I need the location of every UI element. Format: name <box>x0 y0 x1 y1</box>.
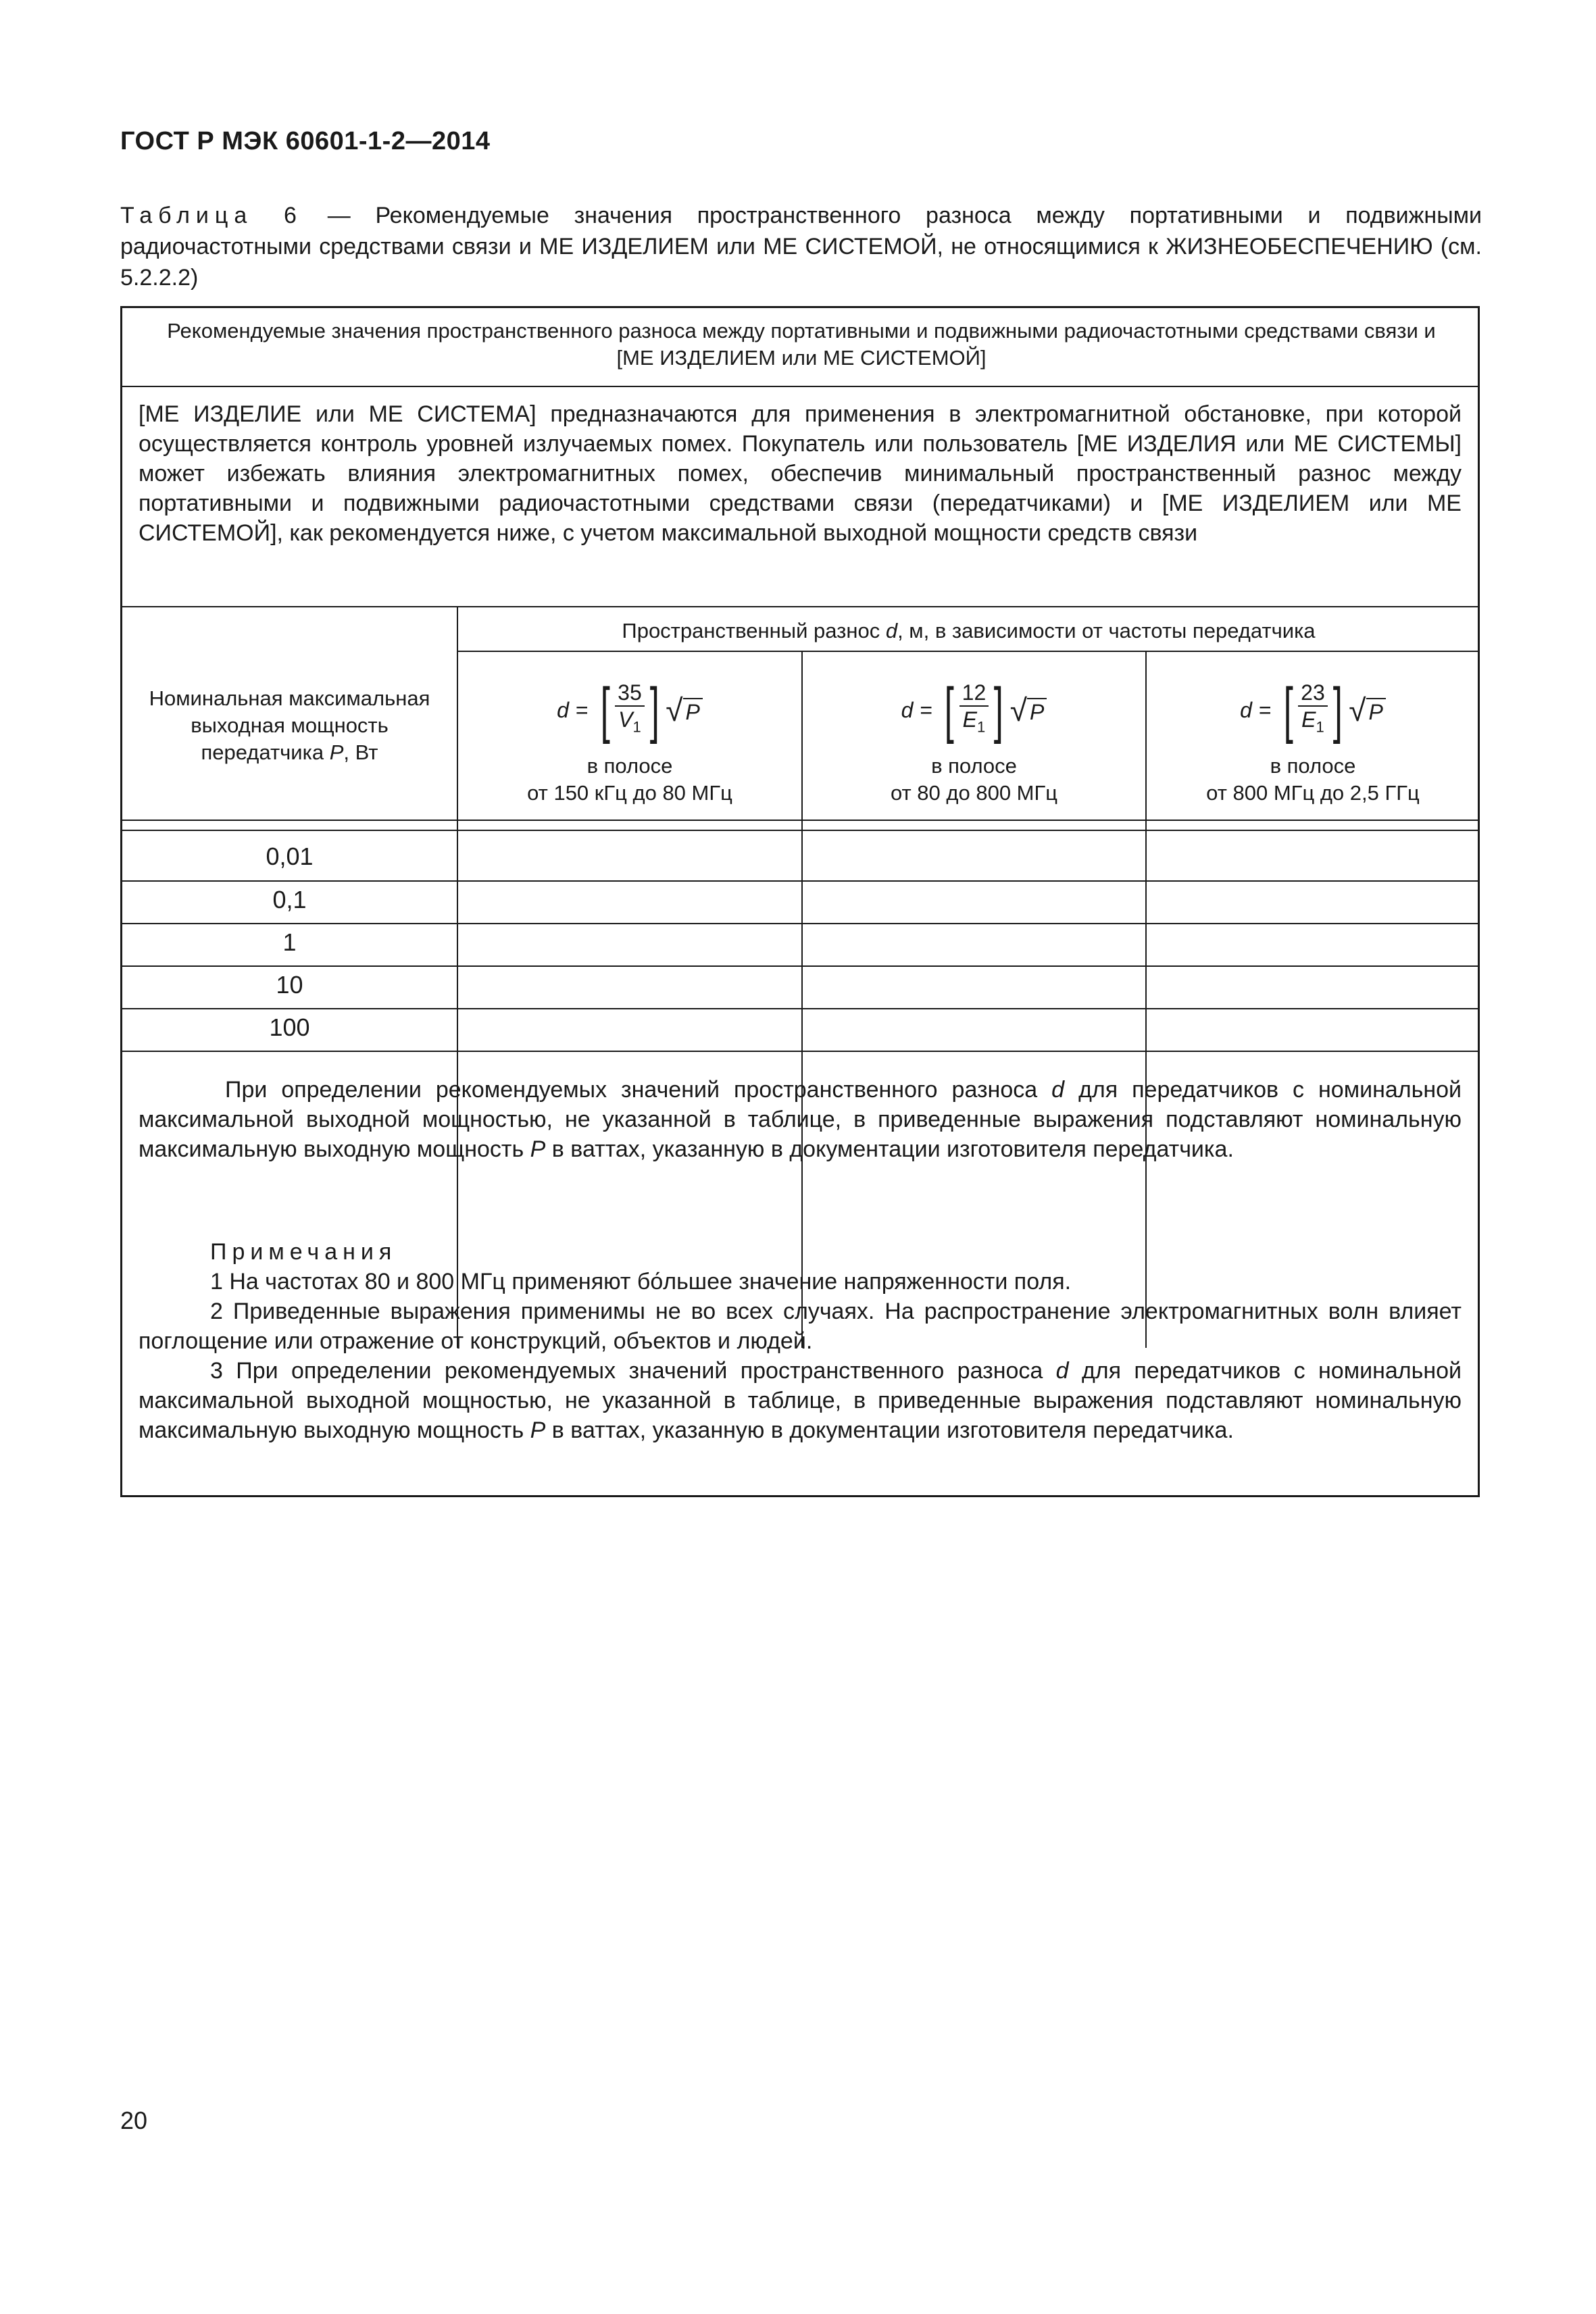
notes-title: Примечания <box>210 1239 397 1265</box>
table-row-divider <box>122 923 1479 924</box>
power-value-row: 0,1 <box>272 886 307 913</box>
note-1: 1 На частотах 80 и 800 МГц применяют бо́льшее значение напряженности поля. <box>210 1269 1072 1294</box>
note-3: 3 При определении рекомендуемых значений пространственного разноса d для передатчиков с номинальной максимальной выходной мощностью, не указанной в таблице, в приведенные выражения подставляют номинальную максимальную выходную мощность P в ваттах, указанную в документации изготовителя передатчика. <box>139 1358 1462 1443</box>
table-row-divider <box>122 1008 1479 1009</box>
band-label-80-800mhz: в полосе от 80 до 800 МГц <box>890 754 1058 805</box>
power-value-row: 1 <box>282 928 297 956</box>
table-divider <box>122 386 1479 387</box>
power-value-row: 10 <box>276 971 303 999</box>
table-caption-label: Таблица 6 <box>120 203 303 228</box>
power-value-row: 100 <box>269 1013 310 1041</box>
formula-800mhz-2-5ghz: d = [ $\frac{23}{E_1}$ ] √ P <box>1147 673 1479 747</box>
band-label-150khz-80mhz: в полосе от 150 кГц до 80 МГц <box>527 754 732 805</box>
table-divider <box>122 830 1479 831</box>
table-title: Рекомендуемые значения пространственного разноса между портативными и подвижными радиочастотными средствами связи и [МЕ ИЗДЕЛИЕМ или МЕ СИСТЕМОЙ] <box>167 319 1436 370</box>
table-row-divider <box>122 965 1479 967</box>
table-divider <box>122 606 1479 607</box>
band-label-800mhz-2-5ghz: в полосе от 800 МГц до 2,5 ГГц <box>1206 754 1420 805</box>
spacing-column-header: Пространственный разнос d, м, в зависимости от частоты передатчика <box>622 619 1316 643</box>
table-divider <box>457 651 1479 652</box>
formula-80-800mhz: d = [ $\frac{12}{E_1}$ ] √ P <box>803 673 1145 747</box>
table-caption <box>120 200 1482 293</box>
recommended-separation-table <box>120 306 1480 1497</box>
document-header: ГОСТ Р МЭК 60601-1-2—2014 <box>120 127 491 155</box>
power-value-row: 0,01 <box>266 842 314 870</box>
table-divider <box>122 1051 1479 1052</box>
table-intro-text: [МЕ ИЗДЕЛИЕ или МЕ СИСТЕМА] предназначаются для применения в электромагнитной обстановке, при которой осуществляется контроль уровней излучаемых помех. Покупатель или пользователь [МЕ ИЗДЕЛИЯ или МЕ СИСТЕМЫ] может избежать влияния электромагнитных помех, обеспечив минимальный пространственный разнос между портативными и подвижными радиочастотными средствами связи (передатчиками) и [МЕ ИЗДЕЛИЕМ или МЕ СИСТЕМОЙ], как рекомендуется ниже, с учетом максимальной выходной мощности средств связи <box>139 401 1462 546</box>
note-2: 2 Приведенные выражения применимы не во всех случаях. На распространение электромагнитных волн влияет поглощение или отражение от конструкций, объектов и людей. <box>139 1299 1462 1354</box>
power-column-header: Номинальная максимальная выходная мощность передатчика P, Вт <box>149 686 430 764</box>
table-caption-text: — Рекомендуемые значения пространственного разноса между портативными и подвижными радиочастотными средствами связи и МЕ ИЗДЕЛИЕМ или МЕ СИСТЕМОЙ, не относящимися к ЖИЗНЕОБЕСПЕЧЕНИЮ (см. 5.2.2.2) <box>120 203 1482 291</box>
table-row-divider <box>122 880 1479 882</box>
table-footer-paragraph: При определении рекомендуемых значений пространственного разноса d для передатчиков с номинальной максимальной выходной мощностью, не указанной в таблице, в приведенные выражения подставляют номинальную максимальную выходную мощность P в ваттах, указанную в документации изготовителя передатчика. <box>139 1077 1462 1162</box>
page-number: 20 <box>120 2107 148 2134</box>
table-divider <box>122 820 1479 821</box>
formula-150khz-80mhz: d = [ $\frac{35}{V_1}$ ] √ P <box>458 673 801 747</box>
